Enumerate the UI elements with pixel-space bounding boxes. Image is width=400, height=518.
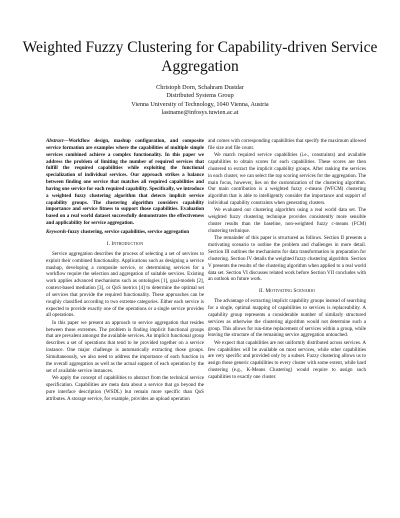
intro-paragraph: We evaluated our clustering algorithm using a real world data set. The weighted fuzzy clustering technique provides consistently more sensible cluster results than the baseline, non-weighted fuzzy c-means (FCM) clustering technique. xyxy=(208,207,366,234)
intro-paragraph: We apply the concept of capabilities to abstract from the technical service specification. Capabilities are meta data about a service that go beyond the pure interface description (WSDL) but remain more specific than QoS attributes. A storage service, for example, provides an upload operation xyxy=(46,375,204,402)
author-block xyxy=(0,84,400,118)
abstract-paragraph xyxy=(46,138,204,227)
intro-paragraph: The remainder of this paper is structured as follows. Section II presents a motivating scenario to outline the problem and challenges in more detail. Section III outlines the mechanisms for data transformation in preparation for clustering. Section IV details the weighted fuzzy clustering algorithm. Section V presents the results of the clustering algorithm when applied to a real world data set. Section VI discusses related work before Section VII concludes with an outlook on future work. xyxy=(208,235,366,283)
affiliation-group: Distributed Systems Group xyxy=(166,92,234,100)
keywords-text: -fuzzy clustering, service capabilities, service aggregation xyxy=(66,228,190,235)
section-heading-motivating-scenario: II. Motivating Scenario xyxy=(259,288,315,295)
keywords-label: Keywords xyxy=(46,228,67,235)
abstract xyxy=(46,138,204,227)
author-email: lastname@infosys.tuwien.ac.at xyxy=(161,109,239,117)
author-names: Christoph Dorn, Schahram Dustdar xyxy=(156,84,244,91)
keywords xyxy=(46,229,204,236)
paper-title: Weighted Fuzzy Clustering for Capability-driven Service Aggregation xyxy=(22,39,378,75)
abstract-text: —Workflow design, mashup configuration, and composite service formation are examples where the capabilities of multiple simple services combined achieve a complex functionality. In this paper we address the problem of limiting the number of required services that fulfill the required capabilities while exploiting the functional specialization of individual services. Our approach strikes a balance between finding one service that matches all required capabilities and having one service for each required capability. Specifically, we introduce a weighted fuzzy clustering algorithm that detects implicit service capability groups. The clustering algorithm considers capability importance and service fitness to support those capabilities. Evaluation based on a real world dataset successfully demonstrates the effectiveness and applicability for service aggregation. xyxy=(46,138,204,227)
right-column xyxy=(208,138,366,381)
left-column xyxy=(46,138,204,402)
keywords-paragraph xyxy=(46,229,204,236)
abstract-label: Abstract xyxy=(46,138,64,144)
intro-paragraph: In this paper we present an approach to service aggregation that resides between those extremes. The problem is finding implicit functional groups that are prevalent amongst the available services. An implicit functional group describes a set of operations that tend to be provided together on a service instance. One major challenge is automatically extracting those groups. Simultaneously, we also need to address the importance of each function in the overall aggregation as well as the actual support of each operation by the set of available service instances. xyxy=(46,319,204,374)
intro-paragraph: Service aggregation describes the process of selecting a set of services to exploit their combined functionality. Applications such as designing a service mashup, developing a composite service, or determining services for a workflow require the selection and aggregation of suitable services. Existing work applies advanced mechanisms such as ontologies [1], goal-models [2], context-based mediation [3], or QoS metrics [4] to determine the optimal set of services that provide the required functionality. These approaches can be roughly classified according to two extreme categories. Either each service is expected to provide exactly one of the operations or a single service provides all operations. xyxy=(46,250,204,319)
scenario-paragraph: The advantage of extracting implicit capability groups instead of searching for a single, optimal mapping of capabilities to services is replaceability. A capability group represents a considerable number of similarly structured services as otherwise the clustering algorithm would not determine such a group. This allows for run-time replacement of services within a group, while leaving the structure of the remaining service aggregation untouched. xyxy=(208,298,366,339)
section-heading-introduction: I. Introduction xyxy=(106,240,144,247)
intro-paragraph: and comes with corresponding capabilities that specify the maximum allowed file size and file count. xyxy=(208,138,366,151)
scenario-paragraph: We expect that capabilities are not uniformly distributed across services. A few capabilities will be available on most services, while other capabilities are very specific and provided only by a subset. Fuzzy clustering allows us to assign those generic capabilities to every cluster with some extent, while hard clustering (e.g., K-Means Clustering) would require to assign such capabilities to exactly one cluster. xyxy=(208,339,366,380)
affiliation-university: Vienna University of Technology, 1040 Vienna, Austria xyxy=(131,100,269,108)
intro-paragraph: We match required service capabilities (i.e., constraints) and available capabilities to obtain scores for each capabilities. These scores are then clustered to extract the implicit capability groups. After ranking the services in each cluster, we can select the top scoring services for the aggregation. The main focus, however, lies on the customization of the clustering algorithm. Our main contribution is a weighted fuzzy c-means (WFCM) clustering algorithm that is able to intelligently consider the importance and support of individual capability constraints when generating clusters. xyxy=(208,152,366,207)
